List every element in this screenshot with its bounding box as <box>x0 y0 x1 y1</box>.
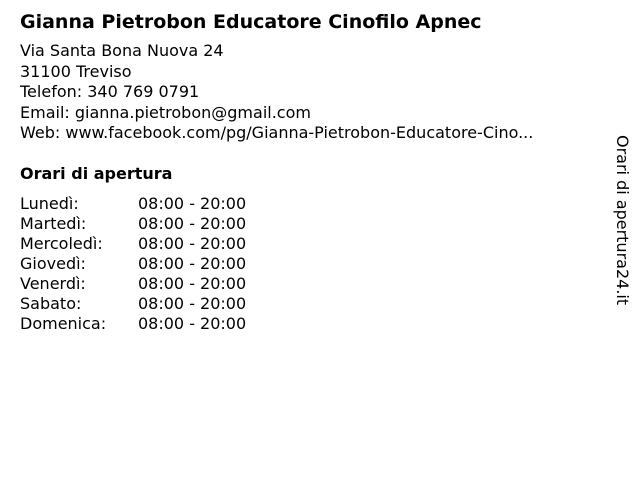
hours-time: 08:00 - 20:00 <box>138 273 247 293</box>
hours-row <box>20 294 600 314</box>
hours-day: Martedì: <box>20 213 87 233</box>
address-line-2: 31100 Treviso <box>20 61 132 81</box>
hours-day: Domenica: <box>20 313 107 333</box>
hours-time: 08:00 - 20:00 <box>138 293 247 313</box>
hours-time: 08:00 - 20:00 <box>138 213 247 233</box>
business-card <box>20 9 600 334</box>
opening-hours-table <box>20 194 600 334</box>
hours-time: 08:00 - 20:00 <box>138 313 247 333</box>
phone-line: Telefon: 340 769 0791 <box>20 82 200 101</box>
hours-time: 08:00 - 20:00 <box>138 253 247 273</box>
email-line: Email: gianna.pietrobon@gmail.com <box>20 102 311 122</box>
web-line: Web: www.facebook.com/pg/Gianna-Pietrobon-Educatore-Cino... <box>20 123 534 142</box>
site-watermark: Orari di apertura24.it <box>613 135 632 306</box>
hours-row <box>20 194 600 214</box>
hours-day: Mercoledì: <box>20 233 103 253</box>
hours-row <box>20 254 600 274</box>
hours-time: 08:00 - 20:00 <box>138 193 247 213</box>
hours-day: Venerdì: <box>20 273 86 293</box>
hours-row <box>20 314 600 334</box>
hours-row <box>20 214 600 234</box>
hours-day: Lunedì: <box>20 193 79 213</box>
hours-row <box>20 274 600 294</box>
address-line-1: Via Santa Bona Nuova 24 <box>20 41 224 60</box>
opening-hours-title: Orari di apertura <box>20 163 173 183</box>
hours-day: Sabato: <box>20 293 82 313</box>
business-name: Gianna Pietrobon Educatore Cinofilo Apnec <box>20 11 482 33</box>
hours-time: 08:00 - 20:00 <box>138 233 247 253</box>
hours-row <box>20 234 600 254</box>
hours-day: Giovedì: <box>20 253 86 273</box>
